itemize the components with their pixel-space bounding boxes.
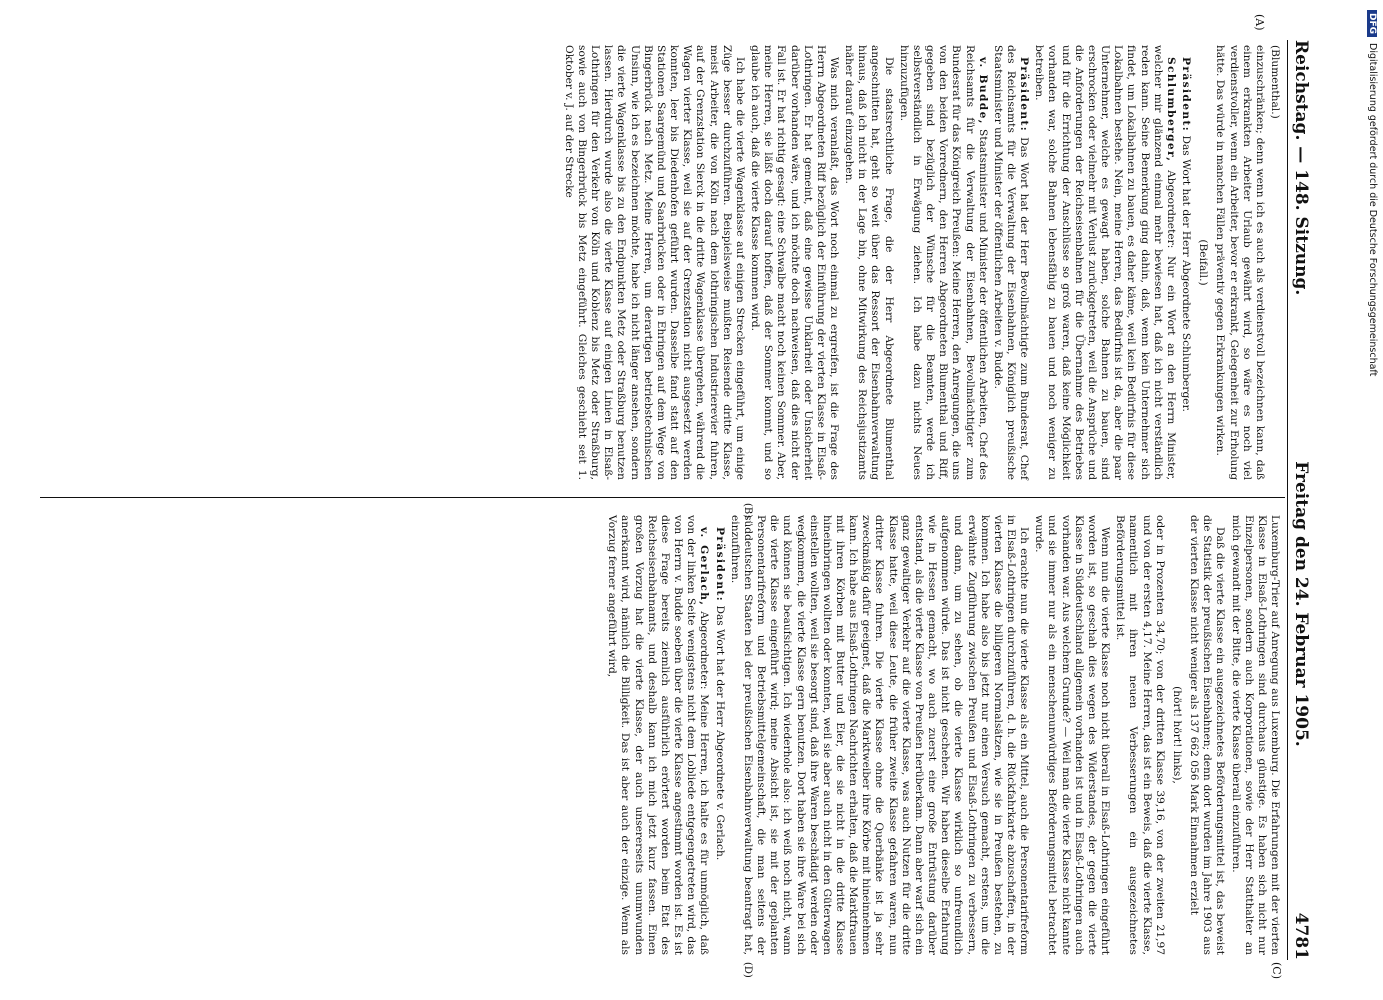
digitization-credit [1366,10,1380,990]
paragraph: oder in Prozenten 34,70; von der dritten Klasse 39,16, von der zweiten 21,97 und von der ersten 4,17. Meine Herren, das ist ein Beweis, daß die vierte Klasse, namentlich mit ihren neuen Verbesserungen ein ausgezeichnetes Beförderungsmittel ist. [1114,515,1166,955]
interjection: (hört! hört! links), [1170,686,1183,784]
paragraph-text: Das Wort hat der Herr Abgeordnete Schlumberger. [1180,135,1193,412]
paragraph: Daß die vierte Klasse ein ausgezeichnetes Beförderungsmittel ist, das beweist die Statistik der preußischen Eisenbahnen; denn dort wurden im Jahre 1903 aus der vierten Klasse nicht weniger als 137 662 056 Mark Einnahmen erzielt [1188,515,1227,955]
paragraph: einzuschränken; denn wenn ich es auch als verdienstvoll bezeichnen kann, daß einem erkrankten Arbeiter Urlaub gewährt wird, so wäre es noch viel verdienstvoller, wenn ein Arbeiter, bevor er erkrankt, Gelegenheit zur Erholung hätte. Das würde in manchen Fällen präventiv gegen Erkrankungen wirken. [1214,45,1266,480]
paragraph: Luxemburg-Trier auf Anregung aus Luxemburg. Die Erfahrungen mit der vierten Klasse in Elsaß-Lothringen sind durchaus günstige. Es haben sich nicht nur Einzelpersonen, sondern auch Korporationen, sowie der Herr Statthalter an mich gewandt mit der Bitte, die vierte Klasse überall einzuführen. [1229,515,1281,955]
paragraph-text: Abgeordneter: Nur ein Wort an den Herrn Minister, welcher mir glänzend einmal mehr bewiesen hat, daß ich nicht verständlich reden kann. Seine Bemerkung ging dahin, daß, wenn kein Unternehmer sich findet, um Lokalbahnen zu bauen, es daher käme, weil kein Bedürfnis für diese Lokalbahnen bestehe. Nein, meine Herren, das Bedürfnis ist da, aber die paar Unternehmer, welche es gewagt haben, solche Bahnen zu bauen, sind erschrocken oder vielmehr mit Verlust zurückgetreten, weil die Ansprüche und die Anforderungen der Reichseisenbahnen für die Übernahme des Betriebes und für die Errichtung der Anschlüsse so groß waren, daß keine Möglichkeit vorhanden war, solche Bahnen lebensfähig zu bauen und noch weniger zu betreiben. [1033,45,1177,480]
column-divider [40,497,1285,498]
right-column [40,515,1281,955]
speaker-name: Präsident: [713,527,726,603]
paragraph: Was mich veranlaßt, das Wort noch einmal zu ergreifen, ist die Frage des Herrn Abgeordneten Riff bezüglich der Einführung der vierten Klasse in Elsaß-Lothringen. Er hat gemeint, daß eine gewisse Unklarheit oder Unsicherheit darüber vorhanden wäre, und ich möchte doch nachweisen, daß dies nicht der Fall ist. Er hat richtig gesagt: eine Schwalbe macht noch keinen Sommer. Aber, meine Herren, sie läßt doch darauf hoffen, daß der Sommer kommt, und so glaube ich auch, daß die vierte Klasse kommen wird. [749,45,840,480]
page-number: 4781 [1291,912,1311,960]
paragraph [712,515,725,955]
speaker-name: Präsident: [1180,57,1193,133]
margin-mark-c: (C) [1270,962,1283,979]
paragraph [605,515,710,955]
margin-mark-d: (D) [742,962,753,978]
speaker-name: Schlumberger, [1164,57,1177,163]
paragraph [897,45,989,480]
left-column [40,45,1281,480]
paragraph: Die staatsrechtliche Frage, die der Herr Abgeordnete Blumenthal angeschnitten hat, geht so weit über das Ressort der Eisenbahnverwaltung hinaus, daß ich nicht in der Lage bin, ohne Mitwirkung des Reichsjustizamts näher darauf einzugehen. [843,45,895,480]
paragraph: Ich erachte nun die vierte Klasse als ein Mittel, auch die Personentarifreform in Elsaß-Lothringen durchzuführen, d. h. die Rückfahrkarte abzuschaffen, in der vierten Klasse die billigeren Normalsätzen, wie sie in Preußen bestehen, zu kommen. Ich habe also bis jetzt nur einen Versuch gemacht, erstens, um die erwähnte Zugführung zwischen Preußen und Elsaß-Lothringen zu verbessern, und dann, um zu sehen, ob die vierte Klasse wirklich so unfreundlich aufgenommen würde. Das ist nicht geschehen. Wir haben dieselbe Erfahrung wie in Hessen gemacht, wo auch zuerst eine große Entrüstung darüber entstand, als die vierte Klasse von Preußen herüberkam. Dann aber warf sich ein ganz gewaltiger Verkehr auf die vierte Klasse, was auch Nutzen für die dritte Klasse hatte, weil diese Leute, die früher zweite Klasse gefahren waren, nun dritter Klasse fuhren. Die vierte Klasse ohne die Querbänke ist ja sehr zweckmäßig dafür geeignet, daß die Marktweiber ihre Körbe mit hineinnehmen kann. Ich habe aus Elsaß-Lothringen Nachrichten erhalten, daß die Marktfrauen mit ihren Körben mit Butter und Eier, die sie nicht in die dritte Klasse hineinbringen wollten oder konnten, weil sie aber auch nicht in den Güterwagen einstellen wollten, weil sie besorgt sind, daß ihre Waren beschädigt werden oder wegkommen, die vierte Klasse gern benutzen. Dort haben sie ihre Ware bei sich und können sie beaufsichtigen. Ich wiederhole also: ich weiß noch nicht, wann die vierte Klasse eingeführt wird; meine Absicht ist, sie mit der geplanten Personentarifreform und Betriebsmittelgemeinschaft, die man seitens der süddeutschen Staaten bei der preußischen Eisenbahnverwaltung beantragt hat, einzuführen. [728,515,1031,955]
speaker-name: v. Budde, [976,57,989,125]
running-title: Reichstag. — 148. Sitzung. [1291,40,1311,296]
speaker-continuation: (Blumenthal.) [1269,45,1281,119]
paragraph [1032,45,1177,480]
speaker-name: v. Gerlach, [698,527,711,607]
paragraph-text: Abgeordneter: Meine Herren, ich halte es für unmöglich, daß von der linken Seite wenigstens nicht dem Lobliede entgegengetreten wird, das von Herrn v. Budde soeben über die vierte Klasse angestimmt worden ist. Es ist diese Frage bereits ziemlich ausführlich erörtert worden beim Etat des Reichseisenbahnamts, und deshalb kann ich mich jetzt kurz fassen. Einen großen Vorzug hat die vierte Klasse, der auch unsererseits unumwunden anerkannt wird, nämlich die Billigkeit. Das ist aber auch der einzige. Wenn als Vorzug ferner angeführt wird, [606,515,711,955]
session-date: Freitag den 24. Februar 1905. [1291,461,1311,747]
credit-text: Digitalisierung gefördert durch die Deutsche Forschungsgemeinschaft [1367,43,1378,377]
paragraph-text: Staatsminister und Minister der öffentlichen Arbeiten, Chef des Reichsamts für die Verwaltung der Eisenbahnen, Bevollmächtigter zum Bundesrat für das Königreich Preußen: Meine Herren, den Anregungen, die uns von den beiden Vorrednern, den Herren Abgeordneten Blumenthal und Riff, gegeben sind bezüglich der Wünsche für die Beamten, werde ich selbstverständlich in Erwägung ziehen. Ich habe dazu nichts Neues hinzuzufügen. [897,45,989,480]
paragraph [1179,45,1192,480]
dfg-logo: DFG [1367,10,1377,37]
paragraph-text: Das Wort hat der Herr Abgeordnete v. Gerlach. [713,605,726,861]
margin-mark-b: (B) [742,503,753,519]
paragraph: Ich habe die vierte Wagenklasse auf einigen Strecken eingeführt, um einige Züge besser durchzuführen. Beispielsweise mußten Reisende dritte Klasse, meist Arbeiter, die von Köln nach dem lothringischen Industrierevier fuhren, auf der Grenzstation Sierck in die dritte Wagenklasse übergehen, während die Wagen vierter Klasse, weil sie auf der Grenzstation nicht ausgesetzt werden konnten, leer bis Diedenhofen geführt wurden. Dasselbe fand statt auf den Stationen Saargemünd und Saarbrücken oder in Ehringen auf dem Wege von Bingerbrück nach Metz. Meine Herren, um derartigen betriebstechnischen Unsinn, wie ich es bezeichnen möchte, habe ich nicht länger ansehen, sondern die vierte Wagenklasse bis zu den Endpunkten Metz oder Straßburg benutzen lassen. Hierdurch wurde also die vierte Klasse auf einigen Linien in Elsaß-Lothringen für den Verkehr von Köln und Koblenz bis Metz oder Straßburg, sowie auch von Bingerbrück bis Metz eingeführt. Gleiches geschieht seit 1. Oktober v. J. auf der Strecke [562,45,746,480]
interjection: (Beifall.) [1197,239,1210,286]
margin-mark-a: (A) [1253,14,1266,31]
page-header [1287,40,1325,960]
paragraph [991,45,1030,480]
speaker-name: Präsident: [1018,57,1031,133]
paragraph: Wenn nun die vierte Klasse noch nicht überall in Elsaß-Lothringen eingeführt worden ist, so geschah dies wegen des Widerstandes, der gegen die vierte Klasse in Süddeutschland allgemein vorhanden ist und in Elsaß-Lothringen auch vorhanden war. Aus welchem Grunde? — Weil man die vierte Klasse nicht kannte und sie immer nur als ein menschenunwürdiges Beförderungsmittel betrachtet wurde. [1033,515,1112,955]
paragraph-text: Das Wort hat der Herr Bevollmächtigte zum Bundesrat, Chef des Reichsamts für die Verwaltung der Eisenbahnen, Königlich preußische Staatsminister und Minister der öffentlichen Arbeiten v. Budde. [991,45,1031,480]
